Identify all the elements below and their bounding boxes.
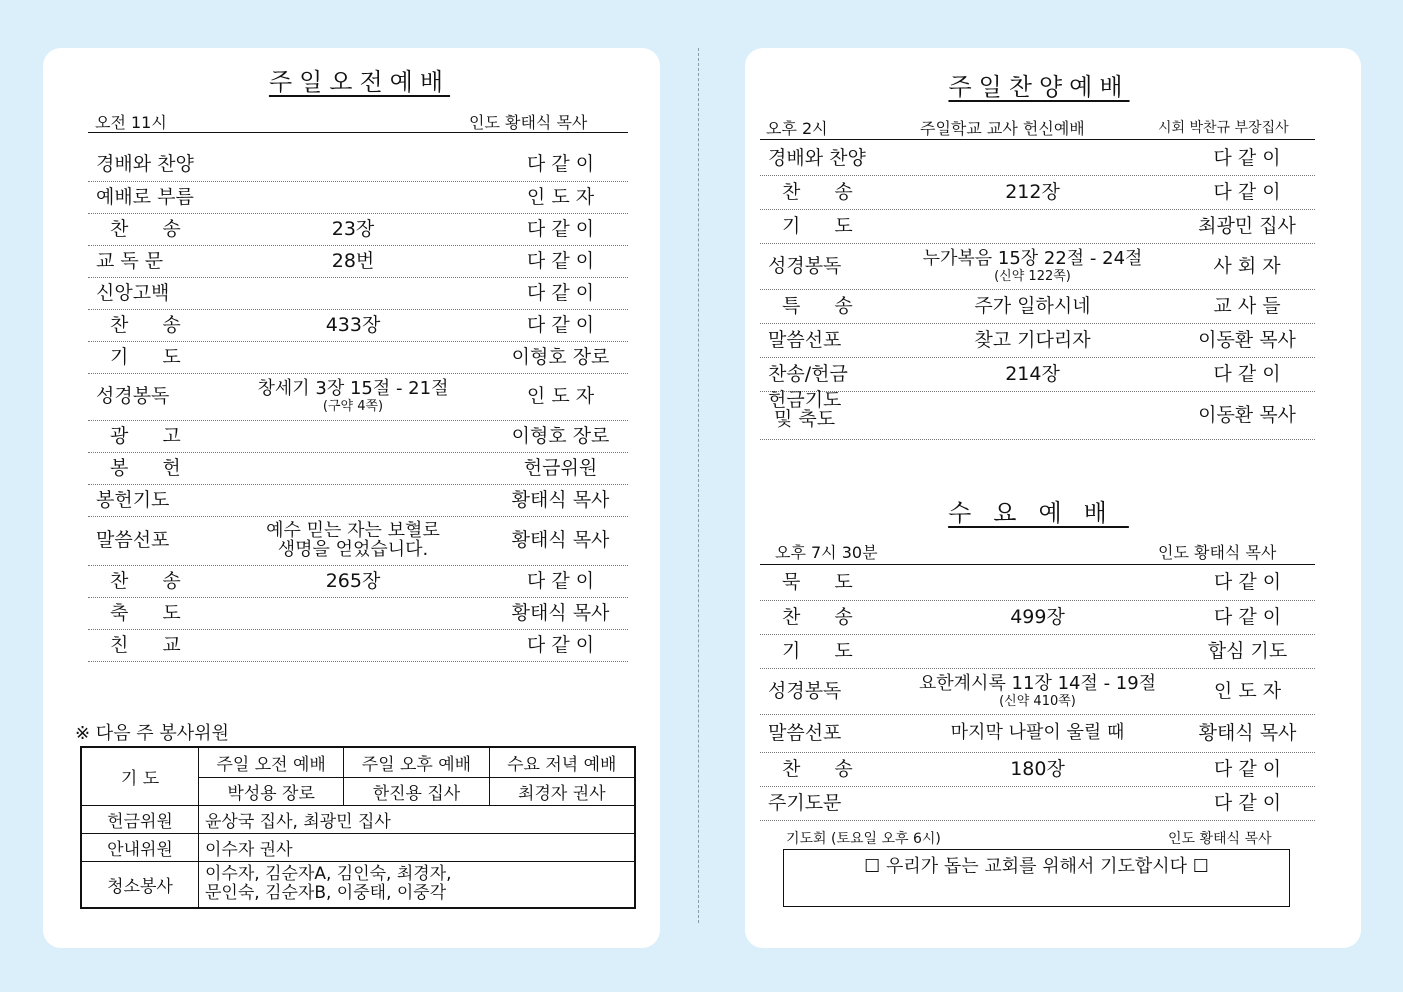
order-content-main: 누가복음 15장 22절 - 24절	[922, 247, 1143, 269]
cleaning-line: 문인숙, 김순자B, 이중태, 이중각	[205, 883, 447, 904]
order-person: 황태식 목사	[1198, 721, 1297, 744]
order-row	[760, 634, 1315, 669]
order-item: 신앙고백	[96, 281, 170, 304]
order-person: 인 도 자	[526, 185, 595, 208]
wednesday-leader: 인도 황태식 목사	[1158, 543, 1277, 562]
order-row	[88, 484, 628, 517]
order-row	[88, 565, 628, 598]
order-content	[885, 634, 1190, 668]
order-item: 찬송/헌금	[768, 362, 848, 385]
order-person: 다 같 이	[526, 633, 595, 656]
order-content-main: 265장	[325, 569, 381, 592]
order-content-sub: (신약 122쪽)	[994, 268, 1071, 284]
next-week-title: ※ 다음 주 봉사위원	[75, 723, 229, 744]
wednesday-title: 수요예배	[948, 499, 1129, 527]
order-item: 축 도	[110, 601, 181, 624]
order-item: 특 송	[782, 294, 853, 317]
order-row	[88, 373, 628, 421]
order-item: 찬 송	[782, 757, 853, 780]
sunday-praise-theme: 주일학교 교사 헌신예배	[920, 119, 1085, 138]
order-item: 기 도	[782, 639, 853, 662]
prayer-name: 최경자 권사	[489, 777, 635, 805]
order-content	[895, 175, 1170, 209]
order-item: 찬 송	[110, 217, 181, 240]
fold-divider	[698, 48, 699, 923]
order-item-line: 및 축도	[774, 408, 836, 430]
order-content	[895, 243, 1170, 289]
order-content	[238, 629, 468, 661]
prayer-meeting-leader: 인도 황태식 목사	[1168, 831, 1272, 847]
order-person: 헌금위원	[523, 456, 598, 479]
order-row	[760, 565, 1315, 601]
order-row	[88, 629, 628, 662]
order-person: 다 같 이	[526, 281, 595, 304]
order-row	[760, 175, 1315, 210]
order-item: 묵 도	[782, 571, 853, 593]
order-content	[238, 181, 468, 213]
sunday-morning-leader: 인도 황태식 목사	[469, 113, 588, 132]
order-content-sub: 생명을 얻었습니다.	[277, 539, 429, 560]
order-content-main: 마지막 나팔이 울릴 때	[950, 722, 1125, 743]
duty-header: 수요 저녁 예배	[489, 747, 635, 777]
order-content-sub: (신약 410쪽)	[999, 693, 1076, 709]
order-content-main: 예수 믿는 자는 보혈로	[266, 520, 440, 541]
order-content	[238, 341, 468, 373]
order-content	[238, 373, 468, 420]
order-content	[238, 484, 468, 516]
order-content	[885, 714, 1190, 752]
order-row	[760, 668, 1315, 715]
order-item: 봉헌기도	[96, 488, 170, 511]
order-item: 성경봉독	[96, 385, 170, 407]
order-person: 합심 기도	[1207, 639, 1288, 662]
order-person: 인 도 자	[526, 385, 595, 407]
order-row	[88, 341, 628, 374]
order-row	[88, 420, 628, 453]
prayer-meeting: 기도회 (토요일 오후 6시)	[786, 831, 941, 847]
usher-value: 이수자 권사	[199, 833, 636, 861]
order-item: 찬 송	[782, 605, 853, 628]
order-row	[88, 245, 628, 278]
sunday-morning-rule	[88, 132, 628, 133]
order-content	[885, 668, 1190, 714]
order-row	[760, 752, 1315, 787]
prayer-label: 기 도	[81, 747, 199, 805]
order-person: 인 도 자	[1213, 679, 1282, 702]
wednesday-time: 오후 7시 30분	[775, 543, 878, 562]
order-item: 말씀선포	[768, 721, 842, 744]
order-item: 교 독 문	[96, 249, 164, 272]
order-person: 황태식 목사	[511, 601, 610, 624]
sunday-praise-leader: 시회 박찬규 부장집사	[1158, 120, 1289, 136]
order-row	[88, 181, 628, 214]
duty-header: 주일 오후 예배	[344, 747, 489, 777]
order-person: 황태식 목사	[511, 488, 610, 511]
order-content	[238, 516, 468, 565]
order-person: 교 사 들	[1213, 294, 1281, 317]
order-item: 찬 송	[110, 313, 181, 336]
order-person: 이형호 장로	[511, 345, 610, 368]
order-row	[88, 309, 628, 342]
order-item: 찬 송	[110, 569, 181, 592]
prayer-box: ☐ 우리가 돕는 교회를 위해서 기도합시다 ☐	[783, 849, 1290, 907]
order-content	[238, 565, 468, 597]
prayer-name: 박성용 장로	[199, 777, 344, 805]
order-row	[760, 600, 1315, 635]
cleaning-line: 이수자, 김순자A, 김인숙, 최경자,	[205, 863, 452, 884]
order-person: 다 같 이	[1213, 146, 1281, 169]
order-content	[238, 213, 468, 245]
sunday-praise-rule	[760, 139, 1315, 140]
order-item: 기 도	[110, 345, 181, 368]
order-content-main: 23장	[331, 217, 375, 240]
order-content-sub: (구약 4쪽)	[322, 399, 384, 414]
next-week-table	[80, 746, 636, 909]
order-person: 다 같 이	[1213, 571, 1282, 593]
order-person: 다 같 이	[1213, 180, 1281, 203]
order-person: 이동환 목사	[1198, 328, 1296, 351]
order-row	[88, 597, 628, 630]
order-item: 예배로 부름	[96, 185, 194, 208]
order-content	[238, 148, 468, 181]
order-content	[895, 141, 1170, 175]
order-person: 다 같 이	[1213, 605, 1282, 628]
order-content	[238, 245, 468, 277]
order-person: 다 같 이	[526, 569, 595, 592]
order-content-main: 212장	[1005, 180, 1060, 203]
order-person: 다 같 이	[1213, 757, 1282, 780]
order-content	[895, 209, 1170, 243]
order-content-main: 214장	[1005, 362, 1060, 385]
order-row	[88, 148, 628, 182]
order-item: 경배와 찬양	[768, 146, 866, 169]
order-item: 성경봉독	[768, 679, 842, 702]
order-person: 다 같 이	[526, 249, 595, 272]
order-content-main: 주가 일하시네	[974, 294, 1091, 317]
order-row	[760, 209, 1315, 244]
order-item	[768, 391, 888, 439]
order-item: 친 교	[110, 633, 181, 656]
order-person: 사 회 자	[1213, 254, 1281, 277]
order-person: 다 같 이	[1213, 362, 1281, 385]
offering-value: 윤상국 집사, 최광민 집사	[199, 805, 636, 833]
order-content	[895, 391, 1170, 439]
order-row	[88, 516, 628, 566]
order-item: 말씀선포	[96, 529, 170, 551]
order-content-main: 28번	[331, 249, 375, 272]
sunday-praise-time: 오후 2시	[766, 119, 828, 138]
order-row	[760, 391, 1315, 440]
order-item: 기 도	[782, 214, 853, 237]
order-content-main: 499장	[1010, 605, 1065, 628]
order-item: 광 고	[110, 424, 181, 447]
order-content	[885, 600, 1190, 634]
order-person: 이동환 목사	[1198, 403, 1296, 426]
order-person: 다 같 이	[526, 153, 595, 175]
sunday-morning-title: 주일오전예배	[268, 68, 451, 96]
sunday-praise-title: 주일찬양예배	[948, 73, 1130, 101]
order-person: 다 같 이	[526, 313, 595, 336]
order-row	[760, 714, 1315, 753]
prayer-name: 한진용 집사	[344, 777, 489, 805]
order-content	[238, 309, 468, 341]
order-person: 이형호 장로	[511, 424, 610, 447]
order-content	[238, 452, 468, 484]
cleaning-label: 청소봉사	[81, 861, 199, 908]
order-item: 경배와 찬양	[96, 153, 194, 175]
order-content	[895, 357, 1170, 391]
order-content	[238, 420, 468, 452]
order-item: 주기도문	[768, 791, 842, 814]
order-row	[760, 357, 1315, 392]
order-content	[885, 565, 1190, 600]
order-person: 다 같 이	[526, 217, 595, 240]
order-person: 황태식 목사	[511, 529, 610, 551]
order-content-main: 433장	[325, 313, 381, 336]
order-person: 최광민 집사	[1198, 214, 1296, 237]
order-row	[88, 213, 628, 246]
order-item: 봉 헌	[110, 456, 181, 479]
duty-header: 주일 오전 예배	[199, 747, 344, 777]
order-item: 말씀선포	[768, 328, 842, 351]
order-row	[760, 141, 1315, 176]
order-row	[760, 243, 1315, 290]
order-row	[760, 289, 1315, 324]
order-content	[895, 323, 1170, 357]
order-content	[238, 597, 468, 629]
order-item: 성경봉독	[768, 254, 842, 277]
order-row	[760, 786, 1315, 821]
order-row	[760, 323, 1315, 358]
order-item-line: 헌금기도	[768, 389, 842, 411]
order-content-main: 찾고 기다리자	[974, 328, 1091, 351]
offering-label: 헌금위원	[81, 805, 199, 833]
order-row	[88, 452, 628, 485]
order-content	[895, 289, 1170, 323]
order-content	[885, 752, 1190, 786]
cleaning-value	[199, 861, 636, 908]
order-content	[885, 786, 1190, 820]
order-item: 찬 송	[782, 180, 853, 203]
order-content-main: 요한계시록 11장 14절 - 19절	[918, 672, 1157, 694]
usher-label: 안내위원	[81, 833, 199, 861]
order-content-main: 180장	[1010, 757, 1065, 780]
sunday-morning-time: 오전 11시	[95, 113, 167, 132]
order-content	[238, 277, 468, 309]
order-row	[88, 277, 628, 310]
order-person: 다 같 이	[1213, 791, 1282, 814]
order-content-main: 창세기 3장 15절 - 21절	[257, 378, 449, 399]
